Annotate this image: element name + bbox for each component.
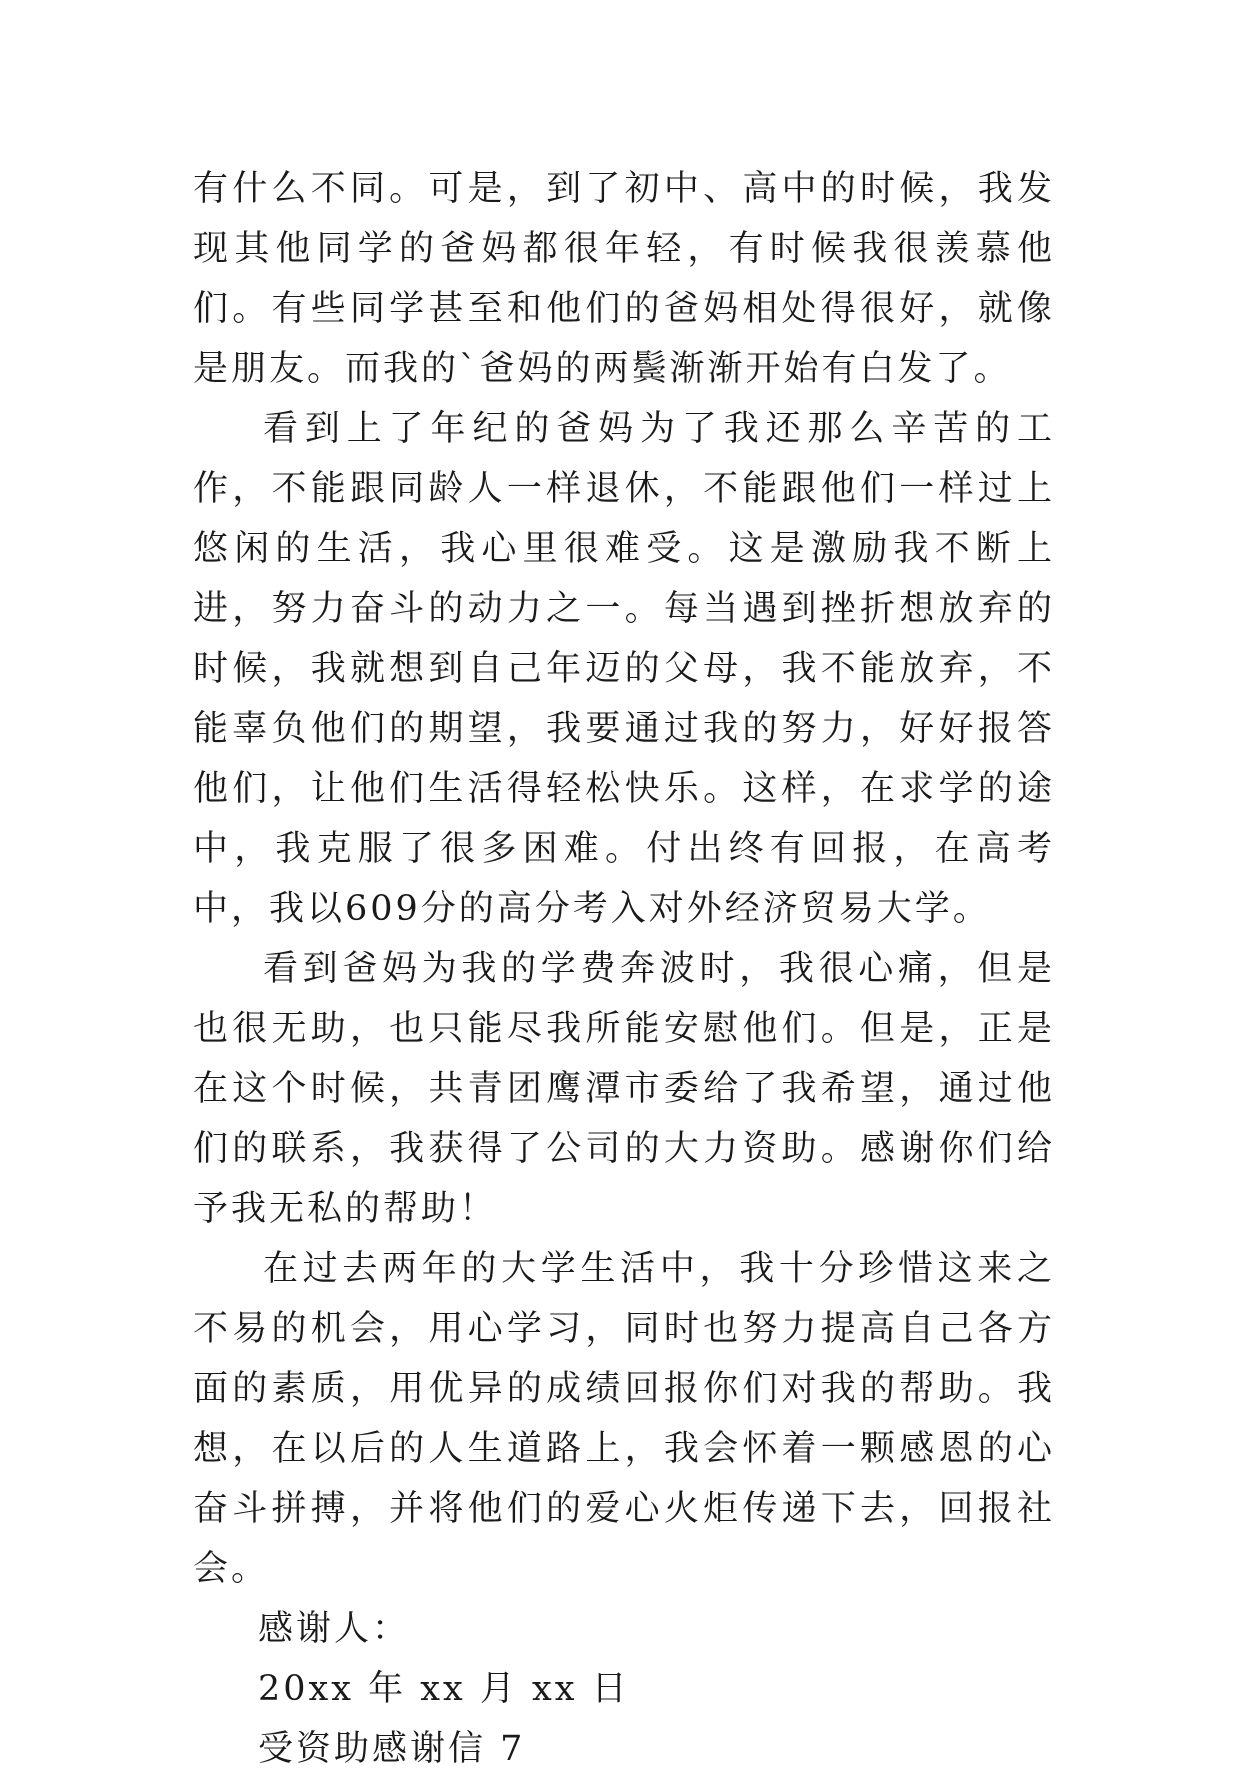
next-letter-title: 受资助感谢信 7 (258, 1729, 526, 1769)
signature-label: 感谢人： (258, 1609, 411, 1649)
paragraph-sponsorship: 看到爸妈为我的学费奔波时，我很心痛，但是也很无助，也只能尽我所能安慰他们。但是，正是在这个时候，共青团鹰潭市委给了我希望，通过他们的联系，我获得了公司的大力资助。感谢你们给予我无私的帮助！ (193, 949, 1055, 1229)
paragraph-parents-hardship: 看到上了年纪的爸妈为了我还那么辛苦的工作，不能跟同龄人一样退休，不能跟他们一样过上悠闲的生活，我心里很难受。这是激励我不断上进，努力奋斗的动力之一。每当遇到挫折想放弃的时候，我就想到自己年迈的父母，我不能放弃，不能辜负他们的期望，我要通过我的努力，好好报答他们，让他们生活得轻松快乐。这样，在求学的途中，我克服了很多困难。付出终有回报，在高考中，我以609分的高分考入对外经济贸易大学。 (193, 409, 1055, 929)
letter-body (193, 159, 1055, 1779)
paragraph-university-life: 在过去两年的大学生活中，我十分珍惜这来之不易的机会，用心学习，同时也努力提高自己各方面的素质，用优异的成绩回报你们对我的帮助。我想，在以后的人生道路上，我会怀着一颗感恩的心奋斗拼搏，并将他们的爱心火炬传递下去，回报社会。 (193, 1249, 1055, 1589)
paragraph-continued: 有什么不同。可是，到了初中、高中的时候，我发现其他同学的爸妈都很年轻，有时候我很羡慕他们。有些同学甚至和他们的爸妈相处得很好，就像是朋友。而我的`爸妈的两鬓渐渐开始有白发了。 (193, 169, 1055, 389)
date-line: 20xx 年 xx 月 xx 日 (258, 1669, 630, 1709)
